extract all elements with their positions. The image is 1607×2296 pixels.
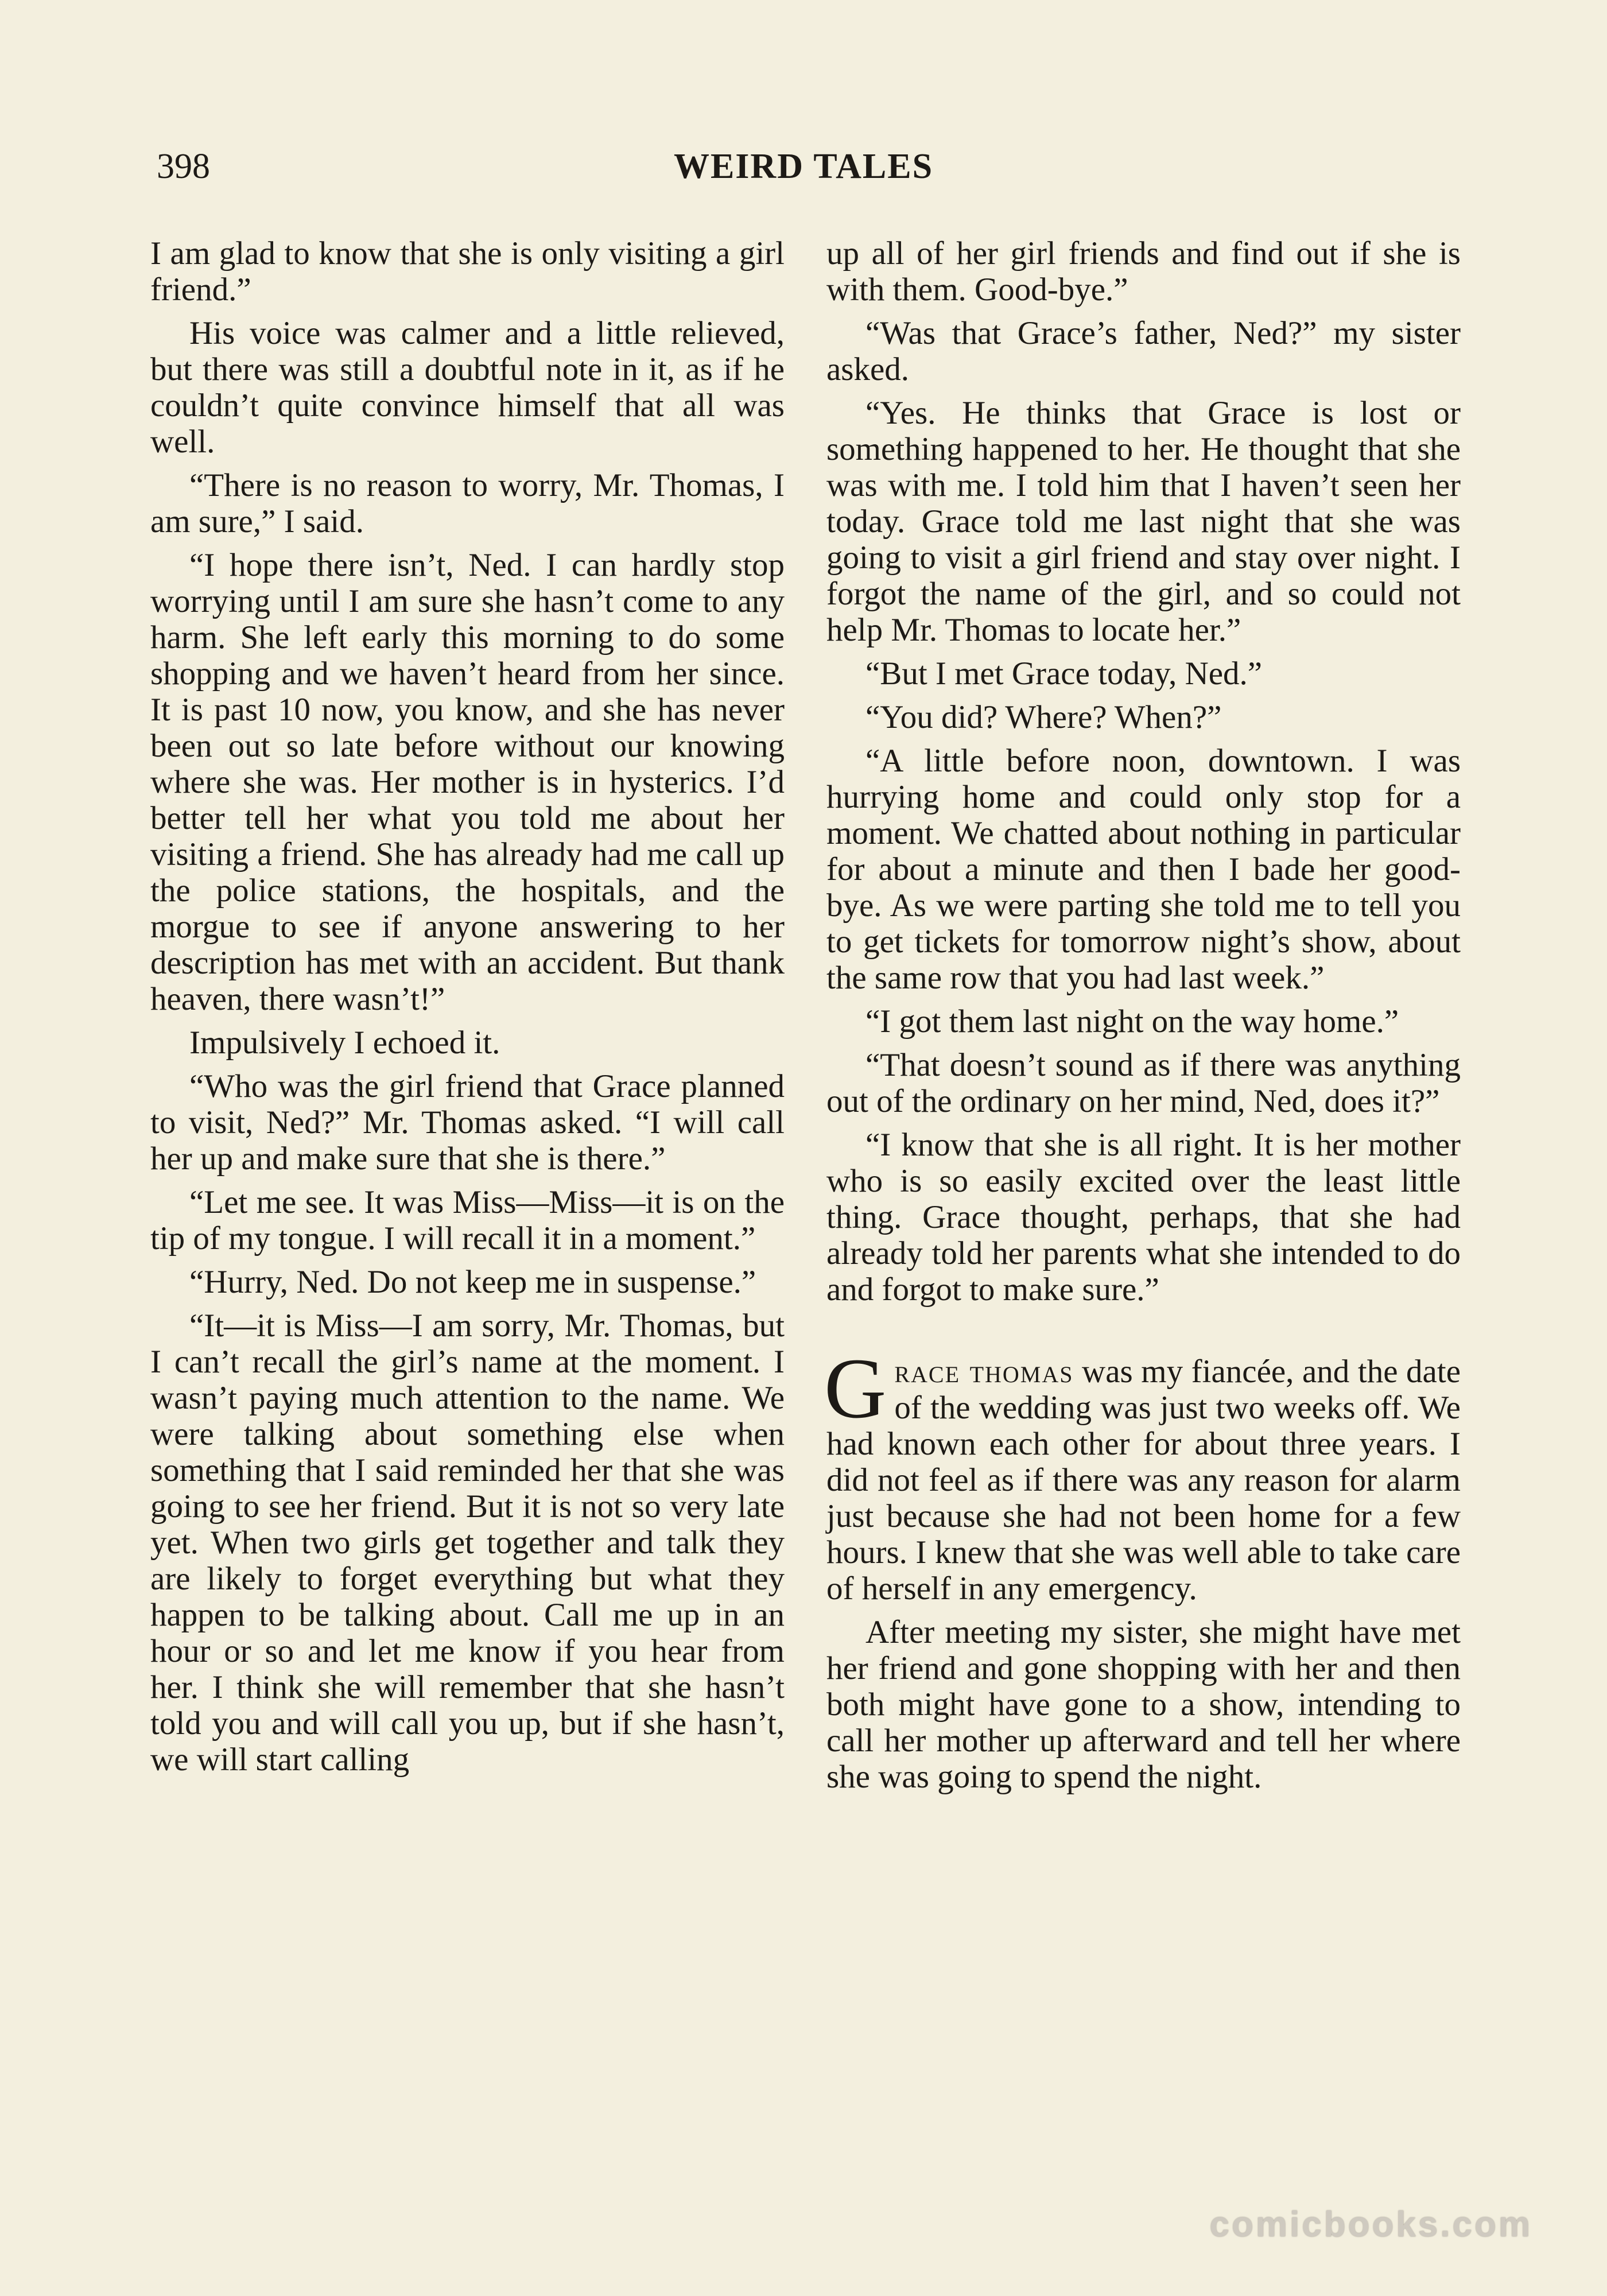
paragraph: “I hope there isn’t, Ned. I can hardly stop worrying until I am sure she hasn’t come to any harm. She left early this morning to do some shopping and we haven’t heard from her since. It is past 10 now, you know, and she has never been out so late before without our knowing where she was. Her mother is in hysterics. I’d better tell her what you told me about her visiting a friend. She has already had me call up the police stations, the hospitals, and the morgue to see if anyone answering to her description has met with an accident. But thank heaven, there wasn’t!” (150, 547, 785, 1017)
paragraph: “A little before noon, downtown. I was hurrying home and could only stop for a moment. We chatted about nothing in particular for about a minute and then I bade her good-bye. As we were parting she told me to tell you to get tickets for tomorrow night’s show, about the same row that you had last week.” (826, 743, 1461, 996)
paragraph: Impulsively I echoed it. (189, 1025, 500, 1061)
paragraph: I am glad to know that she is only visiting a girl friend.” (150, 235, 785, 308)
paragraph: “It—it is Miss—I am sorry, Mr. Thomas, but I can’t recall the girl’s name at the moment. I wasn’t paying much attention to the name. We were talking about something else when something that I said reminded her that she was going to see her friend. But it is not so very late yet. When two girls get together and talk they are likely to forget everything but what they happen to be talking about. Call me up in an hour or so and let me know if you hear from her. I think she will remember that she hasn’t told you and will call you up, but if she hasn’t, we will start calling (150, 1308, 785, 1778)
running-title: WEIRD TALES (673, 147, 934, 186)
paragraph: up all of her girl friends and find out if she is with them. Good-bye.” (826, 235, 1461, 308)
page-header (152, 141, 1455, 192)
paragraph: “That doesn’t sound as if there was anything out of the ordinary on her mind, Ned, does it?” (826, 1047, 1461, 1119)
paragraph: “There is no reason to worry, Mr. Thomas, I am sure,” I said. (150, 467, 785, 540)
paragraph-text: was my fiancée, and the date of the wedding was just two weeks off. We had known each other for about three years. I did not feel as if there was any reason for alarm just because she had not been home for a few hours. I knew that she was well able to take care of herself in any emergency. (826, 1353, 1461, 1607)
paragraph: “I know that she is all right. It is her mother who is so easily excited over the least little thing. Grace thought, perhaps, that she had already told her parents what she intended to do and forgot to make sure.” (826, 1127, 1461, 1308)
lead-in-smallcaps: race thomas (894, 1353, 1074, 1390)
paragraph: “I got them last night on the way home.” (865, 1003, 1399, 1040)
drop-cap: G (824, 1341, 887, 1436)
section-opening-paragraph (824, 1341, 1461, 1607)
paragraph: “Who was the girl friend that Grace planned to visit, Ned?” Mr. Thomas asked. “I will call her up and make sure that she is there.” (150, 1068, 785, 1177)
paragraph: “Yes. He thinks that Grace is lost or something happened to her. He thought that she was with me. I told him that I haven’t seen her today. Grace told me last night that she was going to visit a girl friend and stay over night. I forgot the name of the girl, and so could not help Mr. Thomas to locate her.” (826, 395, 1461, 648)
left-column (150, 235, 785, 1778)
paragraph: “But I met Grace today, Ned.” (865, 656, 1263, 692)
paragraph: His voice was calmer and a little relieved, but there was still a doubtful note in it, as if he couldn’t quite convince himself that all was well. (150, 315, 785, 460)
paragraph: “Was that Grace’s father, Ned?” my sister asked. (826, 315, 1461, 387)
right-column (826, 235, 1461, 1795)
page-number: 398 (157, 147, 210, 186)
paragraph: “Hurry, Ned. Do not keep me in suspense.” (189, 1264, 756, 1300)
paragraph: After meeting my sister, she might have met her friend and gone shopping with her and then both might have gone to a show, intending to call her mother up afterward and tell her where she was going to spend the night. (826, 1614, 1461, 1795)
watermark: comicbooks.com (1209, 2205, 1532, 2244)
paragraph: “You did? Where? When?” (865, 699, 1222, 735)
paragraph: “Let me see. It was Miss—Miss—it is on the tip of my tongue. I will recall it in a moment.” (150, 1184, 785, 1256)
